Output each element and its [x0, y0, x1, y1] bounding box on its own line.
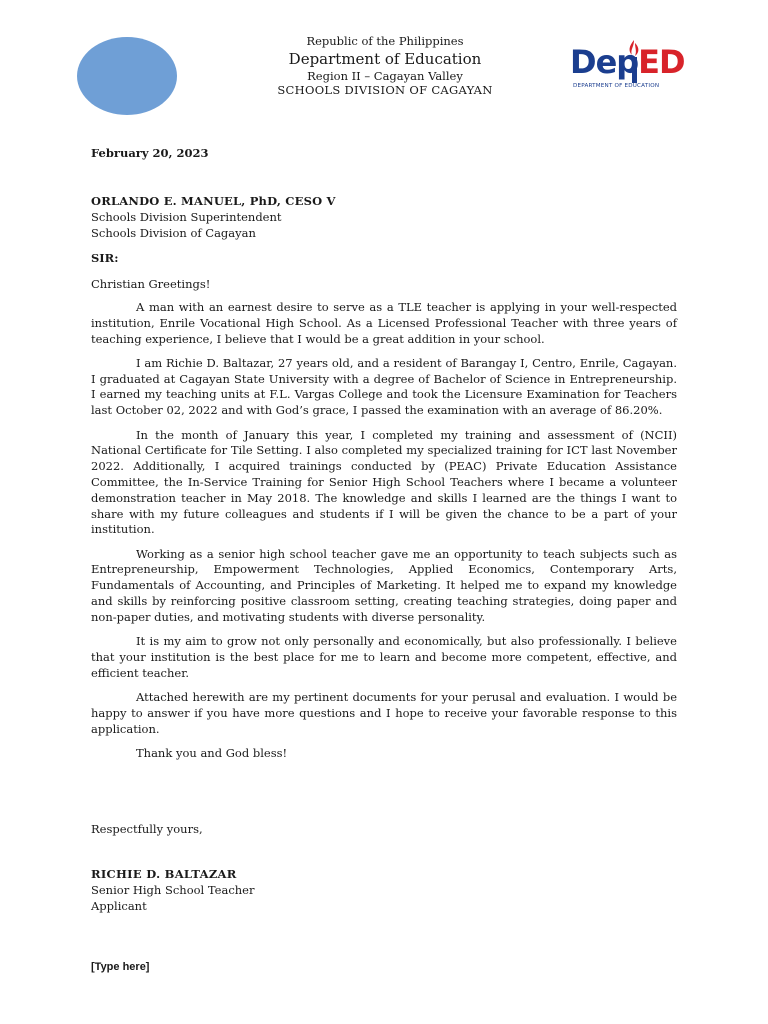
recipient-name: ORLANDO E. MANUEL, PhD, CESO V	[91, 194, 336, 208]
republic-line: Republic of the Philippines	[306, 34, 464, 48]
salutation: SIR:	[91, 251, 119, 265]
letterhead	[230, 35, 540, 97]
deped-logo	[570, 38, 695, 98]
body-paragraph: A man with an earnest desire to serve as a TLE teacher is applying in your well-respected institution, Enrile Vocational High School. As a Licensed Professional Teacher with three years of teaching experience, I believe that I would be a great addition in your school.	[91, 300, 677, 346]
logo-word-dep: Dep	[570, 43, 639, 81]
letter-date: February 20, 2023	[91, 146, 209, 160]
body-paragraph: In the month of January this year, I completed my training and assessment of (NCII) National Certificate for Tile Setting. I also completed my specialized training for ICT last November 2022. Additionally, I acquired trainings conducted by (PEAC) Private Education Assistance Committee, the In-Service Training for Senior High School Teachers where I became a volunteer demonstration teacher in May 2018. The knowledge and skills I learned are the things I want to share with my future colleagues and students if I will be given the chance to be a part of your institution.	[91, 427, 677, 537]
logo-subtitle: DEPARTMENT OF EDUCATION	[573, 83, 660, 89]
closing-line: Thank you and God bless!	[136, 745, 288, 760]
signature-block	[91, 867, 254, 914]
footer-placeholder[interactable]: [Type here]	[91, 961, 150, 973]
greeting: Christian Greetings!	[91, 277, 211, 291]
recipient-office: Schools Division of Cagayan	[91, 225, 256, 240]
body-paragraph: I am Richie D. Baltazar, 27 years old, and a resident of Barangay I, Centro, Enrile, Cagayan. I graduated at Cagayan State University with a degree of Bachelor of Science in Entrepreneurship. I earned my teaching units at F.L. Vargas College and took the Licensure Examination for Teachers last October 02, 2022 and with God’s grace, I passed the examination with an average of 86.20%.	[91, 355, 677, 418]
department-line: Department of Education	[288, 49, 482, 68]
recipient-title: Schools Division Superintendent	[91, 209, 282, 224]
signer-name: RICHIE D. BALTAZAR	[91, 867, 237, 881]
signer-title: Senior High School Teacher	[91, 882, 255, 897]
logo-word-ed: ED	[638, 43, 685, 81]
signer-role: Applicant	[91, 898, 147, 913]
body-paragraph: It is my aim to grow not only personally and economically, but also professionally. I believe that your institution is the best place for me to learn and become more competent, effective, and efficient teacher.	[91, 634, 677, 680]
logo-wordmark	[570, 43, 685, 81]
letter-body	[91, 300, 677, 770]
division-seal	[77, 37, 177, 115]
body-paragraph: Working as a senior high school teacher gave me an opportunity to teach subjects such as Entrepreneurship, Empowerment Technologies, Applied Economics, Contemporary Arts, Fundamentals of Accounting, and Principles of Marketing. It helped me to expand my knowledge and skills by reinforcing positive classroom setting, creating teaching strategies, doing paper and non-paper duties, and motivating students with diverse personality.	[91, 546, 677, 624]
body-paragraph: Attached herewith are my pertinent documents for your perusal and evaluation. I would be happy to answer if you have more questions and I hope to receive your favorable response to this application.	[91, 690, 677, 736]
division-line: SCHOOLS DIVISION OF CAGAYAN	[277, 82, 493, 97]
recipient-block	[91, 194, 691, 241]
region-line: Region II – Cagayan Valley	[307, 68, 463, 83]
signoff: Respectfully yours,	[91, 822, 203, 836]
